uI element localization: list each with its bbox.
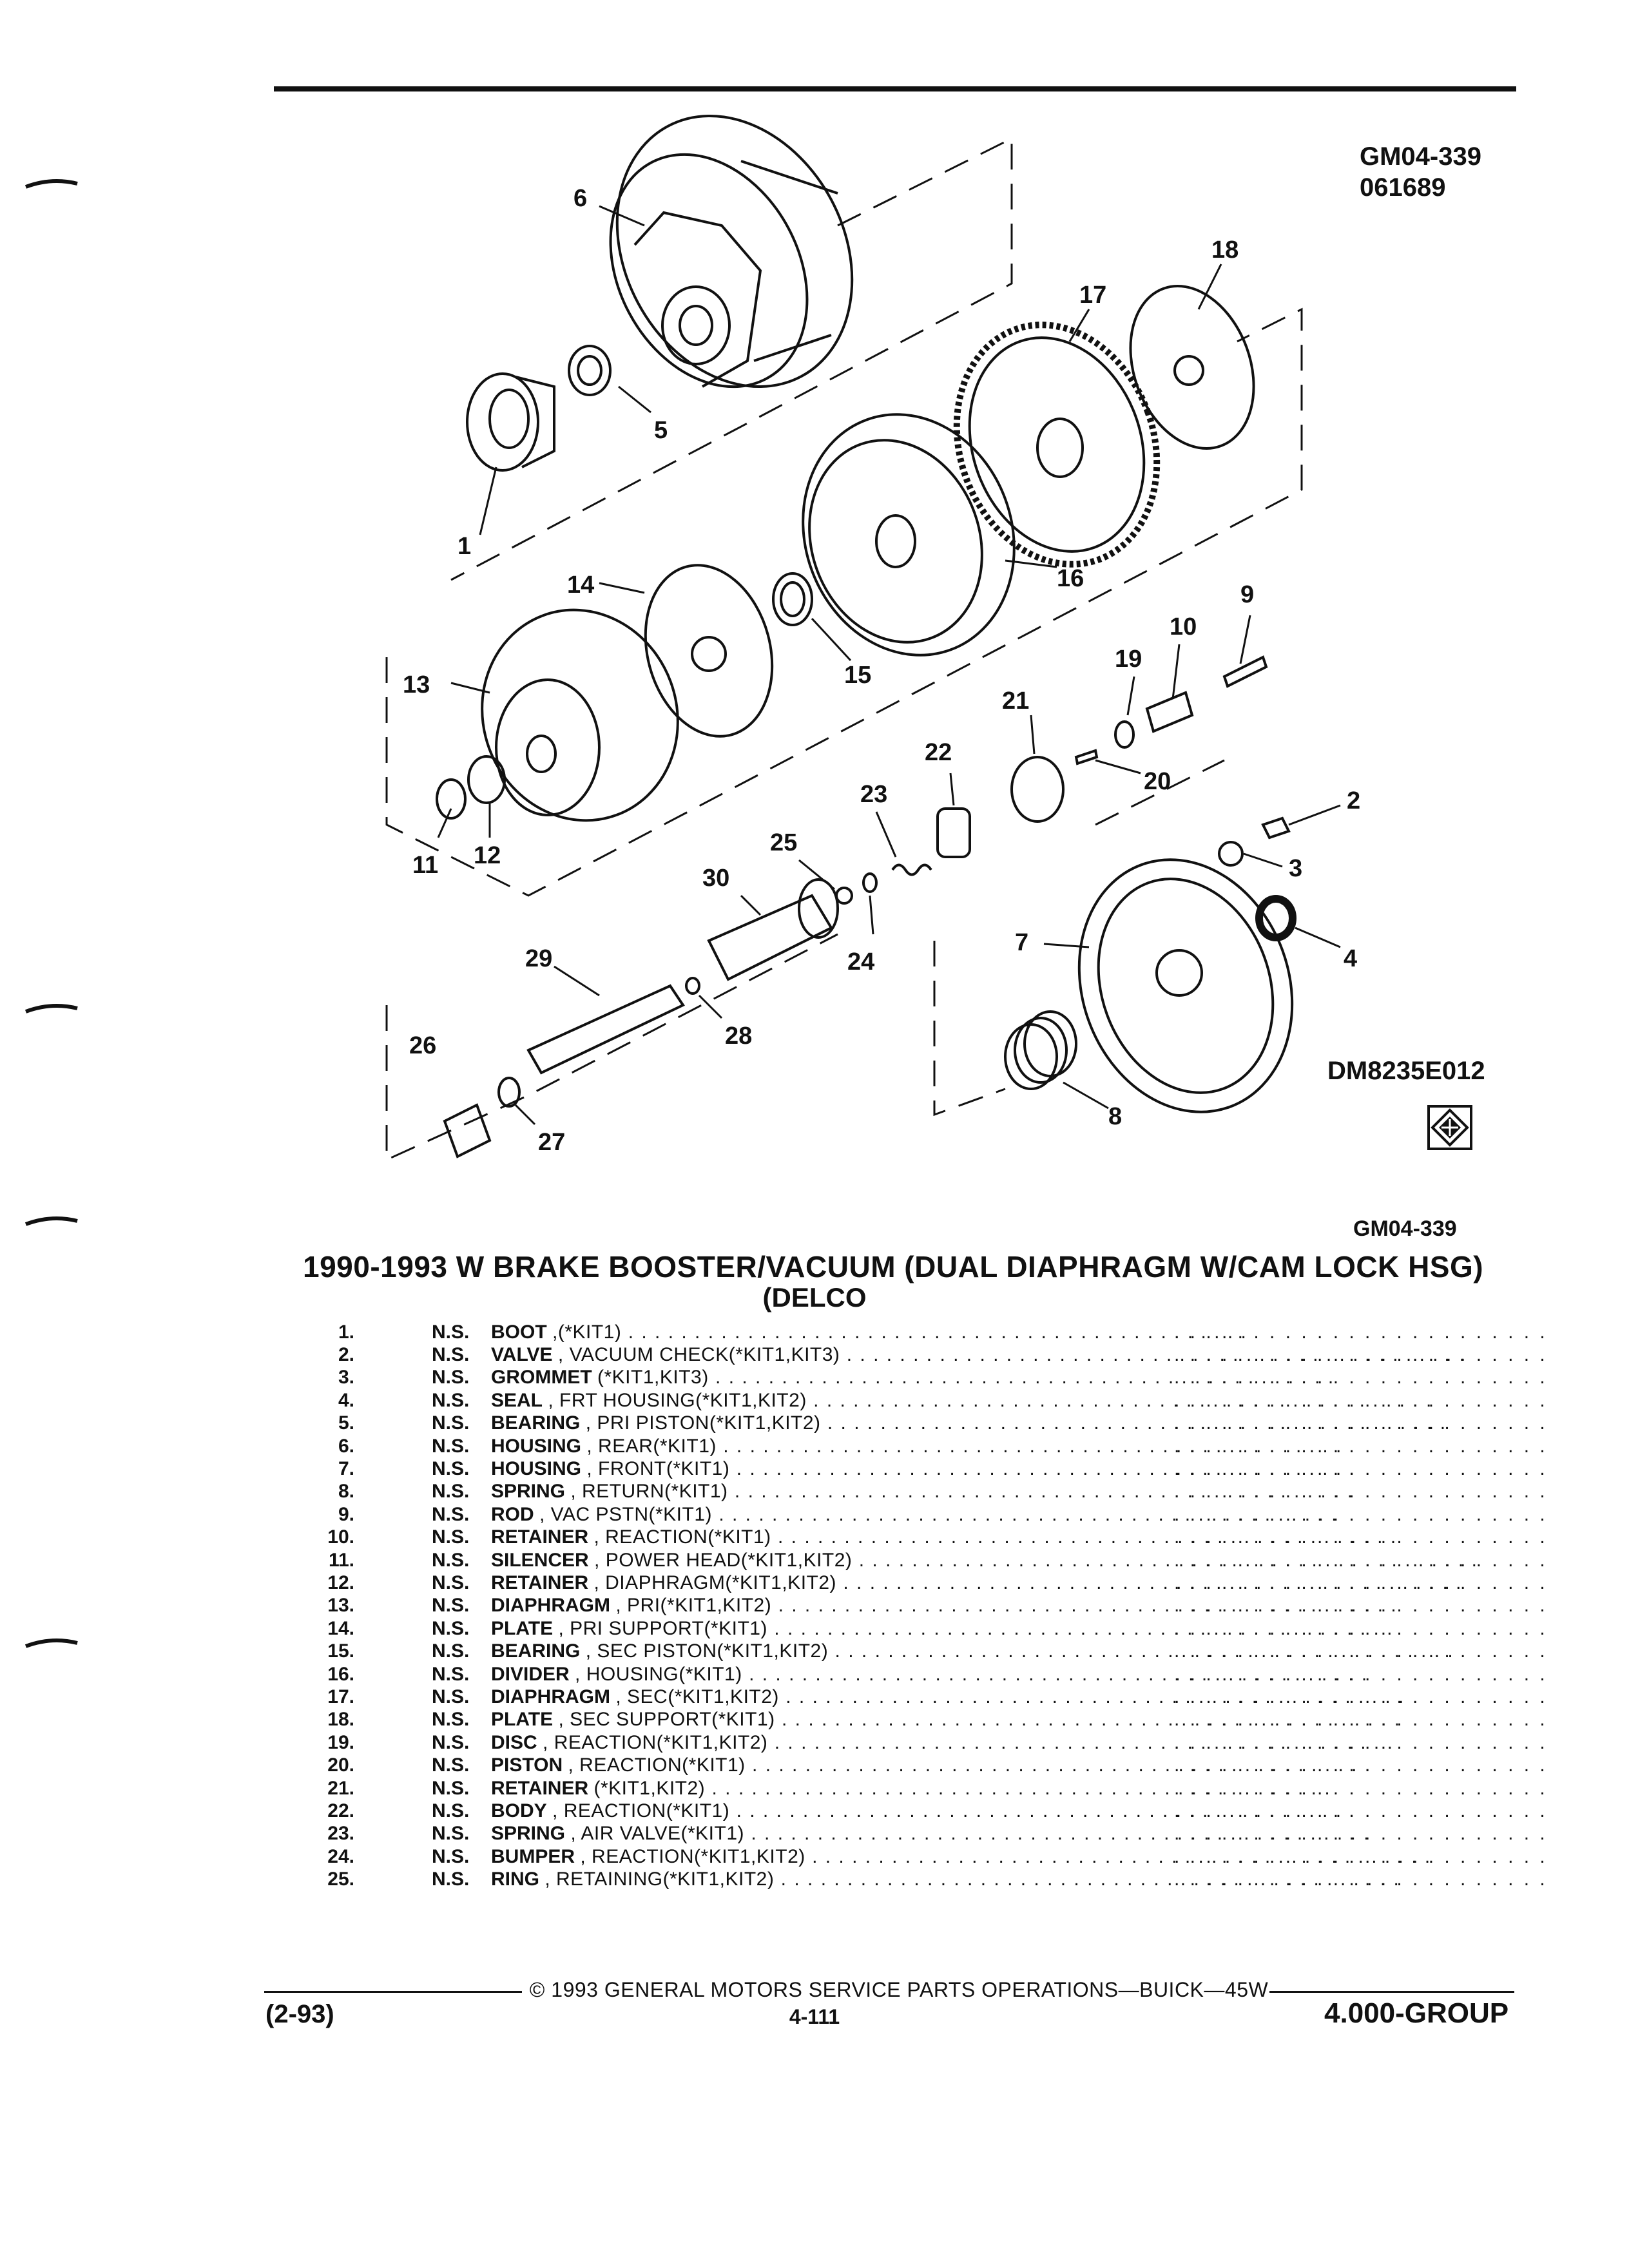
reaction-body-drawing [938,809,970,857]
part-name: SILENCER [491,1549,589,1571]
bearing-drawing [569,346,610,395]
part-number: 21. [327,1777,354,1799]
callout-28: 28 [725,1023,753,1050]
part-ns: N.S. [432,1823,470,1845]
part-leader: . . . . . . . . . . . . . . . . . . . . . . . . [1174,1845,1548,1867]
footer-copyright: © 1993 GENERAL MOTORS SERVICE PARTS OPERATIONS—BUICK—45W [529,1978,1269,2001]
callout-11: 11 [412,852,439,879]
part-leader: . . . . . . . . . . . . . . . . . . . . . . . . [1174,1663,1548,1685]
part-number: 13. [327,1595,354,1617]
ring-28-drawing [686,978,699,994]
part-name: VALVE [491,1344,553,1366]
part-ns: N.S. [432,1549,470,1571]
footer-rule-right [1269,1991,1514,1993]
part-leader: . . . . . . . . . . . . . . . . . . . . . . . . [1174,1595,1548,1617]
part-ns: N.S. [432,1663,470,1685]
part-row [303,1663,1548,1686]
callout-25: 25 [770,829,798,856]
part-ns: N.S. [432,1344,470,1366]
part-row [303,1457,1548,1480]
part-row [303,1754,1548,1776]
part-row [303,1686,1548,1708]
rear-housing-drawing [572,75,898,428]
callout-21: 21 [1002,687,1030,715]
part-row [303,1343,1548,1366]
footer-group: 4.000-GROUP [1324,1997,1509,2029]
part-detail: , AIR VALVE(*KIT1) [570,1823,745,1845]
part-name: DIVIDER [491,1663,570,1685]
part-number: 9. [338,1503,354,1525]
part-detail: (*KIT1,KIT3) [597,1367,709,1389]
part-number: 1. [338,1321,354,1343]
part-description [491,1709,1071,1731]
part-name: SEAL [491,1389,543,1411]
part-description [491,1367,1071,1389]
part-description [491,1732,1071,1754]
part-ns: N.S. [432,1503,470,1525]
part-number: 5. [338,1412,354,1434]
pushrod-drawing [528,986,683,1073]
callout-14: 14 [567,572,595,599]
header-code: GM04-339 [1360,142,1481,171]
part-row [303,1800,1548,1822]
part-description [491,1800,1071,1822]
seal-drawing [1259,899,1293,937]
filter-drawing [445,1105,490,1157]
part-detail: , SEC SUPPORT(*KIT1) [558,1709,775,1731]
part-description [491,1778,1071,1800]
part-name: DIAPHRAGM [491,1595,610,1617]
part-detail: , PRI(*KIT1,KIT2) [615,1595,772,1617]
part-ns: N.S. [432,1571,470,1593]
part-detail: , REACTION(*KIT1,KIT2) [580,1845,805,1867]
part-description [491,1390,1071,1412]
part-row [303,1571,1548,1594]
rod-drawing [1224,657,1266,686]
part-leader: . . . . . . . . . . . . . . . . . . . . . . . . [1174,1389,1548,1411]
part-leader: . . . . . . . . . . . . . . . . . . . . . . . . [1174,1458,1548,1480]
part-detail: , REAR(*KIT1) [586,1435,717,1457]
part-description [491,1481,1071,1503]
part-detail: , REACTION(*KIT1) [593,1526,771,1548]
part-ns: N.S. [432,1754,470,1776]
part-name: GROMMET [491,1367,592,1389]
part-name: PLATE [491,1709,554,1731]
part-detail: (*KIT1,KIT2) [593,1777,706,1799]
callout-27: 27 [538,1129,566,1156]
retainer-drawing [1012,757,1063,822]
callout-2: 2 [1347,787,1361,814]
reaction-piston-drawing [1076,751,1097,764]
part-description [491,1846,1071,1868]
part-number: 14. [327,1617,354,1639]
part-leader: . . . . . . . . . . . . . . . . . . . . . . . . [1174,1412,1548,1434]
part-ns: N.S. [432,1731,470,1753]
part-description [491,1686,1071,1708]
part-name: RETAINER [491,1526,589,1548]
parts-list [303,1321,1548,1891]
part-ns: N.S. [432,1686,470,1707]
page-number: 4-111 [789,2005,840,2028]
part-number: 7. [338,1458,354,1480]
figure-reference: GM04-339 [1353,1216,1457,1241]
part-leader: . . . . . . . . . . . . . . . . . . . . . . . . [1174,1571,1548,1593]
part-ns: N.S. [432,1869,470,1890]
part-description [491,1321,1071,1343]
callout-26: 26 [409,1032,437,1059]
part-description [491,1344,1071,1366]
callout-23: 23 [860,781,888,808]
part-leader: . . . . . . . . . . . . . . . . . . . . . . . . [1174,1526,1548,1548]
footer-date: (2-93) [265,2000,334,2028]
part-name: DISC [491,1731,537,1753]
part-detail: , FRT HOUSING(*KIT1,KIT2) [548,1389,807,1411]
part-leader: . . . . . . . . . . . . . . . . . . . . . . . . [1174,1503,1548,1525]
part-row [303,1731,1548,1754]
part-description [491,1823,1071,1845]
retaining-ring-drawing [836,888,852,903]
callout-19: 19 [1115,646,1142,673]
part-detail: , SEC(*KIT1,KIT2) [615,1686,779,1707]
ring-27-drawing [499,1078,519,1106]
part-detail: , REACTION(*KIT1) [568,1754,746,1776]
part-leader: . . . . . . . . . . . . . . . . . . . . . . . . [1174,1686,1548,1707]
part-description [491,1436,1071,1457]
part-leader: . . . . . . . . . . . . . . . . . . . . . . . . [1174,1800,1548,1821]
part-ns: N.S. [432,1595,470,1617]
part-row [303,1526,1548,1549]
part-leader: . . . . . . . . . . . . . . . . . . . . . . . . [1174,1549,1548,1571]
part-name: SPRING [491,1481,566,1503]
page-title: 1990-1993 W BRAKE BOOSTER/VACUUM (DUAL DIAPHRAGM W/CAM LOCK HSG) [303,1250,1484,1283]
part-description [491,1504,1071,1526]
part-leader: . . . . . . . . . . . . . . . . . . . . . . . . [1174,1709,1548,1731]
part-row [303,1549,1548,1571]
callout-17: 17 [1079,282,1107,309]
diamond-grid-icon [1427,1105,1472,1150]
divider-drawing [770,385,1048,686]
part-number: 24. [327,1845,354,1867]
part-detail: , PRI SUPPORT(*KIT1) [558,1617,767,1639]
part-detail: , REACTION(*KIT1,KIT2) [543,1731,768,1753]
part-leader: . . . . . . . . . . . . . . . . . . . . . . . . [1174,1367,1548,1389]
part-leader: . . . . . . . . . . . . . . . . . . . . . . . . [1174,1617,1548,1639]
part-leader: . . . . . . . . . . . . . . . . . . . . . . . . [1174,1435,1548,1457]
part-description [491,1458,1071,1480]
part-row [303,1321,1548,1343]
part-ns: N.S. [432,1367,470,1389]
part-number: 15. [327,1640,354,1662]
sec-support-plate-drawing [1109,269,1275,466]
header-date-code: 061689 [1360,173,1446,202]
part-detail: , POWER HEAD(*KIT1,KIT2) [594,1549,853,1571]
sec-diaphragm-drawing [924,296,1190,593]
part-row [303,1640,1548,1662]
part-name: RING [491,1869,539,1890]
reaction-disc-drawing [1115,722,1133,747]
part-detail: , HOUSING(*KIT1) [575,1663,742,1685]
part-ns: N.S. [432,1435,470,1457]
part-detail: , RETURN(*KIT1) [570,1481,728,1503]
part-ns: N.S. [432,1800,470,1821]
figure-id: DM8235E012 [1327,1057,1485,1085]
part-detail: , DIAPHRAGM(*KIT1,KIT2) [593,1571,837,1593]
pri-diaphragm-drawing [453,582,708,849]
callout-4: 4 [1344,945,1358,972]
part-description [491,1754,1071,1776]
part-number: 25. [327,1869,354,1890]
part-name: BEARING [491,1412,581,1434]
callout-8: 8 [1108,1103,1123,1130]
part-detail: , PRI PISTON(*KIT1,KIT2) [585,1412,821,1434]
pri-support-plate-drawing [627,551,790,751]
page-subtitle: (DELCO [762,1282,867,1312]
part-leader: . . . . . . . . . . . . . . . . . . . . . . . . [1174,1823,1548,1845]
part-row [303,1595,1548,1617]
part-description [491,1664,1071,1686]
callout-18: 18 [1211,236,1239,264]
part-detail: , RETAINING(*KIT1,KIT2) [545,1869,775,1890]
part-description [491,1550,1071,1571]
part-number: 2. [338,1344,354,1366]
part-row [303,1617,1548,1640]
part-ns: N.S. [432,1526,470,1548]
part-description [491,1595,1071,1617]
part-ns: N.S. [432,1458,470,1480]
callout-15: 15 [844,662,872,689]
part-detail: , VACUUM CHECK(*KIT1,KIT3) [557,1344,840,1366]
part-row [303,1435,1548,1457]
part-row [303,1481,1548,1503]
part-number: 18. [327,1709,354,1731]
part-name: HOUSING [491,1458,582,1480]
part-number: 19. [327,1731,354,1753]
part-description [491,1869,1071,1890]
part-row [303,1389,1548,1412]
part-name: BUMPER [491,1845,575,1867]
part-detail: , FRONT(*KIT1) [586,1458,730,1480]
part-row [303,1367,1548,1389]
part-row [303,1777,1548,1800]
part-number: 17. [327,1686,354,1707]
callout-3: 3 [1289,855,1303,882]
callout-24: 24 [847,948,875,975]
callout-1: 1 [458,533,472,560]
part-name: BEARING [491,1640,581,1662]
callout-16: 16 [1057,565,1084,592]
silencer-drawing [437,780,465,818]
part-row [303,1412,1548,1435]
part-ns: N.S. [432,1321,470,1343]
callout-5: 5 [654,417,668,444]
part-leader: . . . . . . . . . . . . . . . . . . . . . . . . [1174,1777,1548,1799]
part-name: DIAPHRAGM [491,1686,610,1707]
reaction-retainer-drawing [1147,693,1192,731]
part-leader: . . . . . . . . . . . . . . . . . . . . . . . . [1174,1344,1548,1366]
part-description [491,1526,1071,1548]
part-detail: , SEC PISTON(*KIT1,KIT2) [585,1640,829,1662]
part-number: 3. [338,1367,354,1389]
part-leader: . . . . . . . . . . . . . . . . . . . . . . . . [1174,1481,1548,1503]
part-number: 23. [327,1823,354,1845]
part-name: ROD [491,1503,534,1525]
air-valve-spring-drawing [892,865,931,875]
part-number: 12. [327,1571,354,1593]
part-number: 20. [327,1754,354,1776]
callout-20: 20 [1144,768,1171,795]
group-outline-front [934,760,1224,1115]
part-number: 16. [327,1663,354,1685]
part-row [303,1868,1548,1890]
boot-drawing [467,374,554,470]
part-leader: . . . . . . . . . . . . . . . . . . . . . . . . [1174,1731,1548,1753]
part-ns: N.S. [432,1389,470,1411]
part-detail: , VAC PSTN(*KIT1) [539,1503,712,1525]
part-leader: . . . . . . . . . . . . . . . . . . . . . . . . [1174,1321,1548,1343]
check-valve-drawing [1263,818,1289,838]
callout-22: 22 [925,739,952,766]
grommet-drawing [1219,842,1242,865]
part-ns: N.S. [432,1617,470,1639]
part-number: 4. [338,1389,354,1411]
callout-30: 30 [702,865,730,892]
part-name: PLATE [491,1617,554,1639]
part-row [303,1823,1548,1845]
callout-29: 29 [525,945,553,972]
footer-rule-left [264,1991,522,1993]
part-number: 10. [327,1526,354,1548]
callout-6: 6 [574,185,588,212]
part-number: 6. [338,1435,354,1457]
part-row [303,1709,1548,1731]
reaction-bumper-drawing [863,874,876,892]
callout-10: 10 [1170,613,1197,640]
callout-12: 12 [474,842,501,869]
callout-9: 9 [1240,581,1255,608]
part-detail: , REACTION(*KIT1) [552,1800,730,1821]
part-name: RETAINER [491,1571,589,1593]
part-row [303,1503,1548,1526]
part-number: 8. [338,1481,354,1503]
part-name: RETAINER [491,1777,589,1799]
part-detail: ,(*KIT1) [552,1321,622,1343]
part-name: BOOT [491,1321,547,1343]
part-number: 11. [328,1549,354,1571]
part-ns: N.S. [432,1777,470,1799]
part-name: BODY [491,1800,547,1821]
part-number: 22. [327,1800,354,1821]
part-ns: N.S. [432,1845,470,1867]
part-description [491,1412,1071,1434]
group-outline-rear [451,139,1012,580]
part-ns: N.S. [432,1481,470,1503]
part-leader: . . . . . . . . . . . . . . . . . . . . . . . . [1174,1640,1548,1662]
part-leader: . . . . . . . . . . . . . . . . . . . . . . . . [1174,1754,1548,1776]
diaphragm-retainer-drawing [468,756,505,803]
part-name: SPRING [491,1823,566,1845]
callout-13: 13 [403,671,430,698]
callout-7: 7 [1015,929,1029,956]
part-ns: N.S. [432,1412,470,1434]
part-row [303,1845,1548,1868]
part-name: PISTON [491,1754,563,1776]
part-ns: N.S. [432,1640,470,1662]
part-description [491,1618,1071,1640]
group-outline-piston [387,934,838,1160]
part-ns: N.S. [432,1709,470,1731]
part-description [491,1640,1071,1662]
part-description [491,1572,1071,1594]
part-leader: . . . . . . . . . . . . . . . . . . . . . . . . [1174,1869,1548,1890]
part-name: HOUSING [491,1435,582,1457]
